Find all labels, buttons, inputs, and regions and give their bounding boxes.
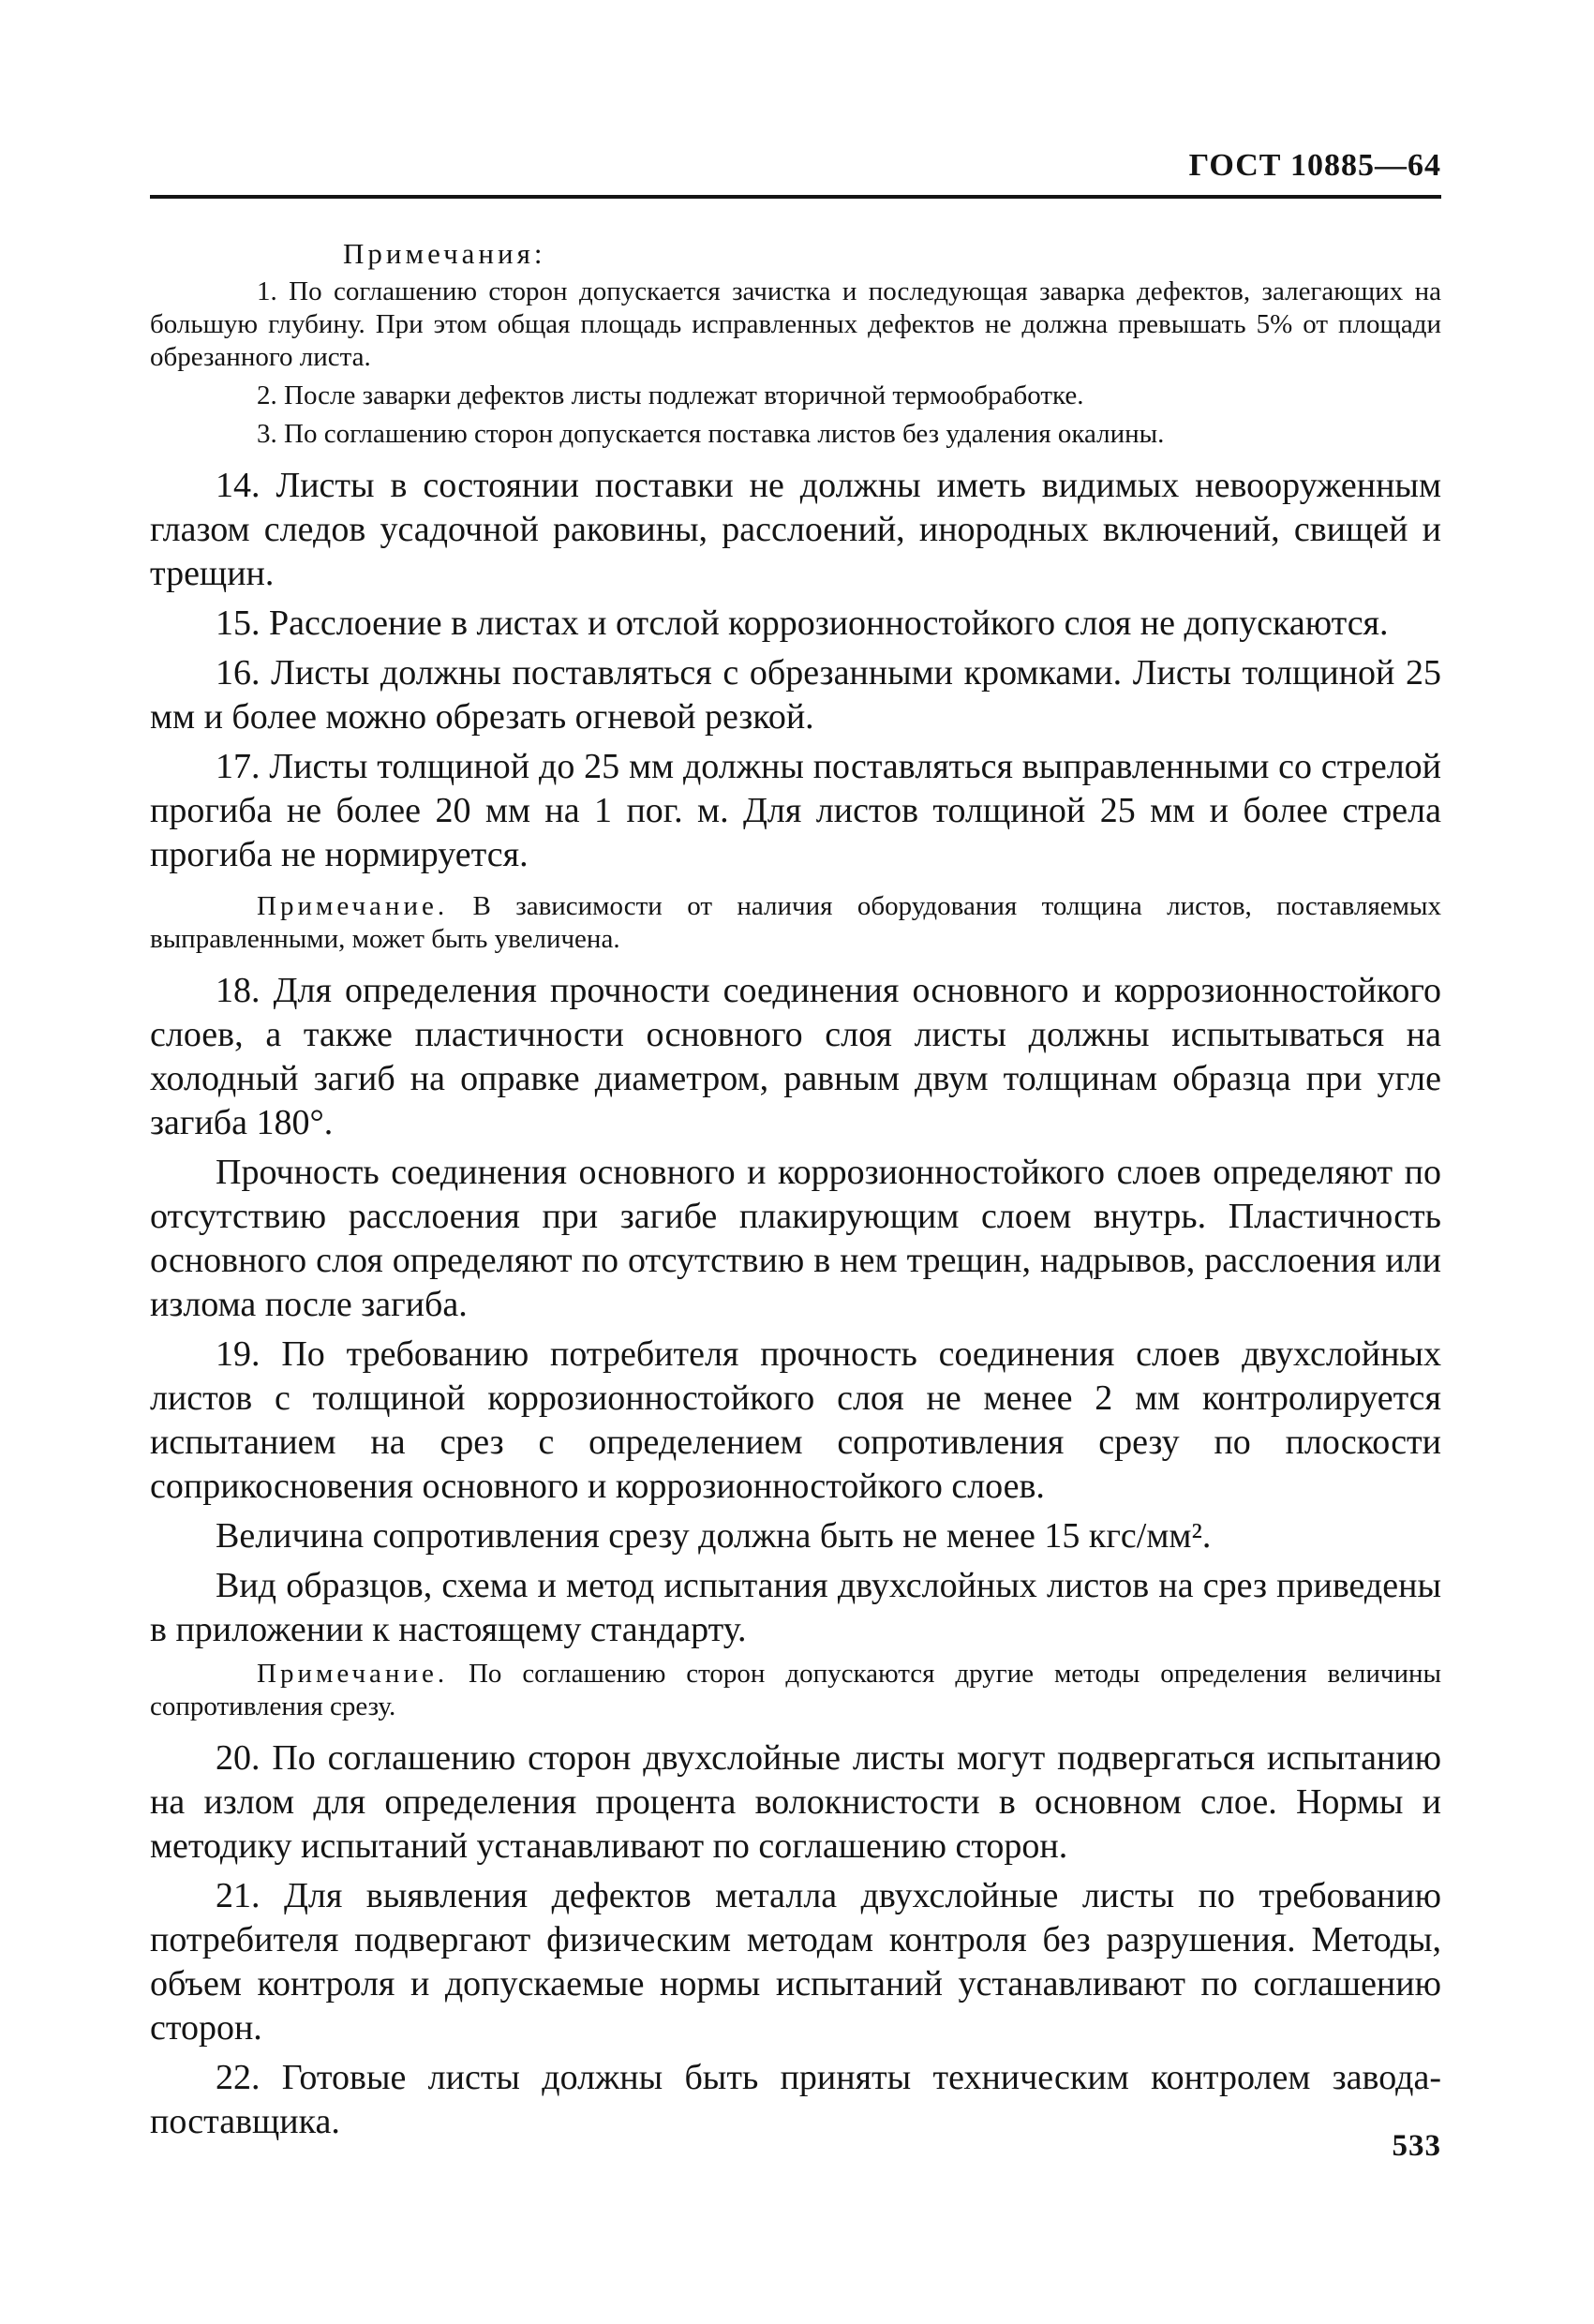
page-header — [150, 148, 1441, 204]
note-19-label: Примечание. — [257, 1659, 449, 1689]
paragraph-19-shear-value: Величина сопротивления срезу должна быть не менее 15 кгс/мм². — [216, 1516, 1212, 1556]
paragraph-16: 16. Листы должны поставляться с обрезанными кромками. Листы толщиной 25 мм и более можно обрезать огневой резкой. — [150, 653, 1441, 737]
paragraph-18-continued: Прочность соединения основного и коррозионностойкого слоев определяют по отсутствию расслоения при загибе плакирующим слоем внутрь. Пластичность основного слоя определяют по отсутствию в нем трещин, надрывов, расслоения или излома после загиба. — [150, 1153, 1441, 1324]
paragraph-22: 22. Готовые листы должны быть приняты техническим контролем завода-поставщика. — [150, 2058, 1441, 2141]
note-17-label: Примечание. — [257, 891, 449, 921]
note-17-text: В зависимости от наличия оборудования толщина листов, поставляемых выправленными, может быть увеличена. — [150, 891, 1441, 954]
paragraph-19-specimens: Вид образцов, схема и метод испытания двухслойных листов на срез приведены в приложении к настоящему стандарту. — [150, 1566, 1441, 1649]
header-rule — [150, 195, 1441, 199]
note-19-text: По соглашению сторон допускаются другие методы определения величины сопротивления срезу. — [150, 1659, 1441, 1721]
note-17 — [150, 890, 1441, 956]
note-item-1: 1. По соглашению сторон допускается зачистка и последующая заварка дефектов, залегающих на большую глубину. При этом общая площадь исправленных дефектов не должна превышать 5% от площади обрезанного листа. — [150, 276, 1441, 372]
paragraph-21: 21. Для выявления дефектов металла двухслойные листы по требованию потребителя подвергают физическим методам контроля без разрушения. Методы, объем контроля и допускаемые нормы испытаний устанавливают по соглашению сторон. — [150, 1876, 1441, 2048]
note-item-3: 3. По соглашению сторон допускается поставка листов без удаления окалины. — [257, 419, 1165, 449]
paragraph-17: 17. Листы толщиной до 25 мм должны поставляться выправленными со стрелой прогиба не более 20 мм на 1 пог. м. Для листов толщиной 25 мм и более стрела прогиба не нормируется. — [150, 747, 1441, 874]
paragraph-19: 19. По требованию потребителя прочность соединения слоев двухслойных листов с толщиной коррозионностойкого слоя не менее 2 мм контролируется испытанием на срез с определением сопротивления срезу по плоскости соприкосновения основного и коррозионностойкого слоев. — [150, 1334, 1441, 1506]
paragraph-20: 20. По соглашению сторон двухслойные листы могут подвергаться испытанию на излом для определения процента волокнистости в основном слое. Нормы и методику испытаний устанавливают по соглашению сторон. — [150, 1738, 1441, 1866]
note-item-2: 2. После заварки дефектов листы подлежат вторичной термообработке. — [257, 380, 1084, 410]
paragraph-15: 15. Расслоение в листах и отслой коррозионностойкого слоя не допускаются. — [216, 603, 1389, 643]
paragraph-14: 14. Листы в состоянии поставки не должны иметь видимых невооруженным глазом следов усадочной раковины, расслоений, инородных включений, свищей и трещин. — [150, 466, 1441, 593]
note-19 — [150, 1658, 1441, 1723]
paragraph-18: 18. Для определения прочности соединения основного и коррозионностойкого слоев, а также пластичности основного слоя листы должны испытываться на холодный загиб на оправке диаметром, равным двум толщинам образца при угле загиба 180°. — [150, 971, 1441, 1142]
notes-heading: Примечания: — [343, 237, 546, 270]
standard-code: ГОСТ 10885—64 — [1188, 148, 1441, 183]
document-body — [150, 236, 1441, 2150]
page-number: 533 — [1392, 2129, 1441, 2163]
